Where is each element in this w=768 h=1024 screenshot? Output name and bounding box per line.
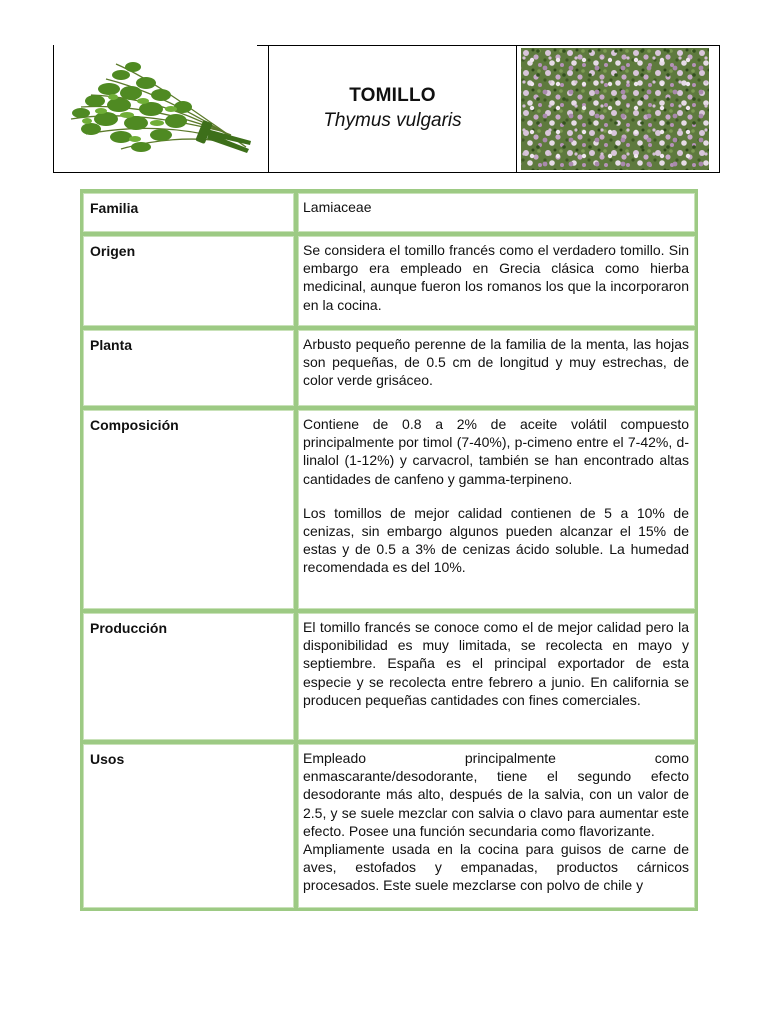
table-content-cell [297, 235, 696, 327]
paragraph: El tomillo francés se conoce como el de mejor calidad pero la disponibilidad es muy limitada, se recolecta en mayo y septiembre. España es el principal exportador de esta especie y se recolecta entre febrero a junio. En california se producen pequeñas cantidades con fines comerciales. [303, 619, 689, 708]
paragraph: Contiene de 0.8 a 2% de aceite volátil compuesto principalmente por timol (7-40%), p-cimeno entre el 7-42%, d-linalol (1-12%) y carvacrol, también se han encontrado altas cantidades de canfeno y gamma-terpineno. [303, 416, 689, 487]
info-table [80, 189, 698, 911]
plant-title: TOMILLO [349, 85, 436, 106]
row-label-planta: Planta [90, 337, 133, 353]
table-label-cell [82, 612, 295, 741]
table-label-cell [82, 409, 295, 610]
table-label-cell [82, 743, 295, 909]
paragraph: Empleado principalmente como [303, 750, 689, 766]
thyme-flowers-image [521, 48, 709, 170]
row-label-composicion: Composición [90, 417, 179, 433]
table-label-cell [82, 192, 295, 233]
header-bottom-rule [53, 172, 720, 173]
table-label-cell [82, 329, 295, 407]
paragraph: enmascarante/desodorante, tiene el segundo efecto desodorante más alto, después de la salvia, con un valor de 2.5, y se suele mezclar con salvia o clavo para aumentar este efecto. Posee una función secundaria como flavorizante. [303, 768, 689, 839]
title-block [269, 45, 516, 172]
header-divider [516, 45, 517, 173]
row-label-produccion: Producción [90, 620, 168, 636]
paragraph: Se considera el tomillo francés como el verdadero tomillo. Sin embargo era empleado en Grecia clásica como hierba medicinal, aunque fueron los romanos los que la incorporaron en la cocina. [303, 242, 689, 313]
paragraph: Los tomillos de mejor calidad contienen de 5 a 10% de cenizas, sin embargo algunos pueden alcanzar el 15% de estas y de 0.5 a 3% de cenizas ácido soluble. La humedad recomendada es del 10%. [303, 504, 689, 576]
table-content-cell [297, 743, 696, 909]
header-divider [53, 45, 54, 173]
table-content-cell [297, 612, 696, 741]
table-label-cell [82, 235, 295, 327]
row-label-usos: Usos [90, 751, 125, 767]
paragraph: Arbusto pequeño perenne de la familia de la menta, las hojas son pequeñas, de 0.5 cm de longitud y muy estrechas, de color verde grisáceo. [303, 336, 689, 389]
header-box [53, 45, 720, 173]
thyme-bunch-image [61, 49, 257, 171]
header-divider [719, 45, 720, 173]
table-content-cell [297, 329, 696, 407]
table-content-cell [297, 409, 696, 610]
paragraph: Ampliamente usada en la cocina para guisos de carne de aves, estofados y empanadas, productos cárnicos procesados. Este suele mezclarse con polvo de chile y [303, 841, 689, 894]
row-label-origen: Origen [90, 243, 136, 259]
row-label-familia: Familia [90, 200, 139, 216]
paragraph: Lamiaceae [303, 199, 372, 215]
scientific-name: Thymus vulgaris [323, 110, 462, 131]
table-content-cell [297, 192, 696, 233]
